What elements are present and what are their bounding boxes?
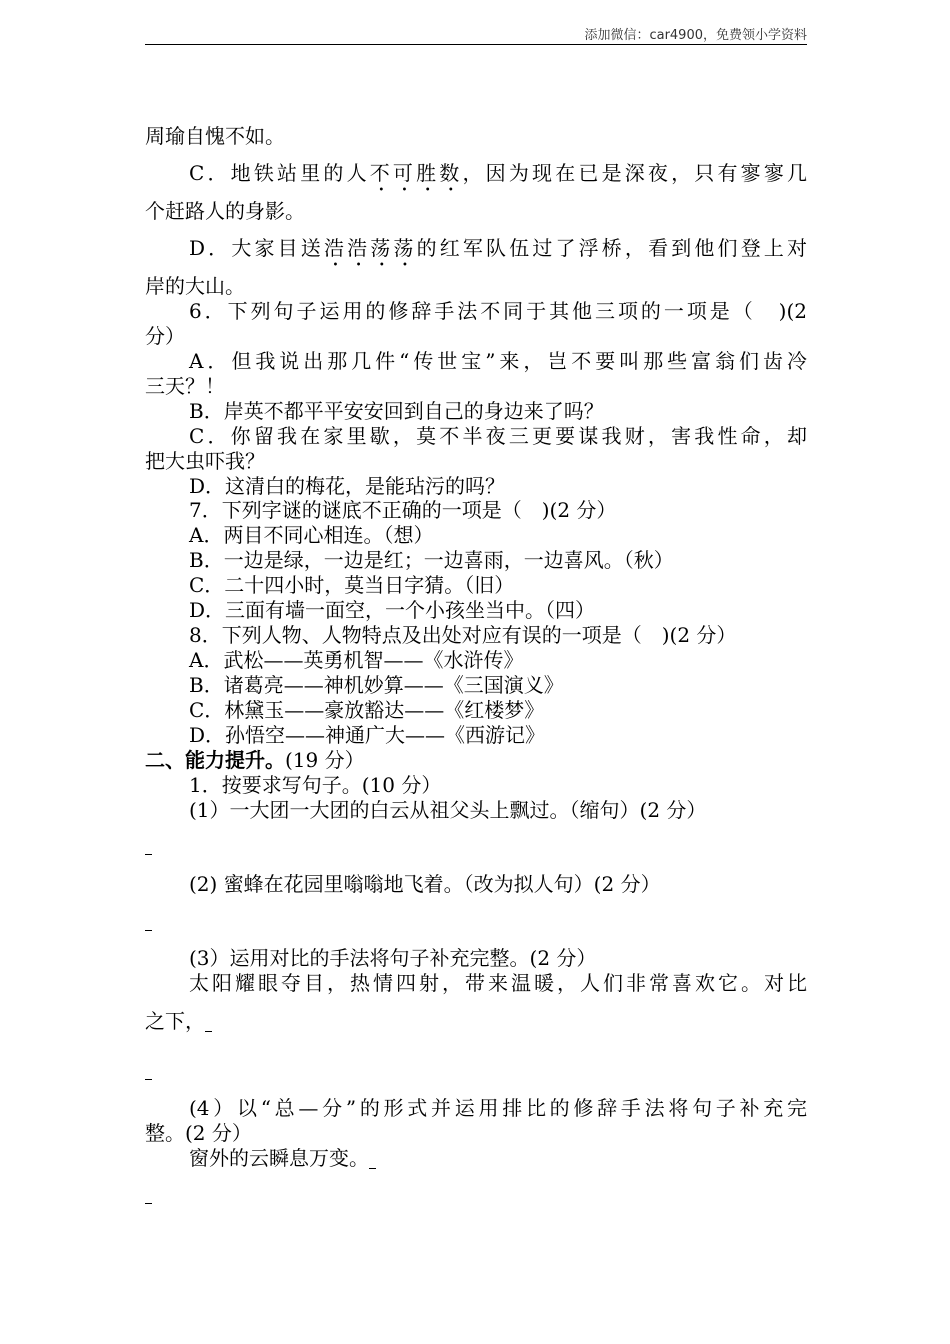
section2-heading: 二、能力提升。(19 分） xyxy=(145,748,365,772)
q6-option-d: D．这清白的梅花，是能玷污的吗？ xyxy=(189,474,506,498)
s2-q1-sub4-line2: 整。(2 分） xyxy=(145,1121,252,1145)
q6-option-a-line1: A．但我说出那几件“传世宝”来，岂不要叫那些富翁们齿冷 xyxy=(189,349,807,373)
q7-option-a: A．两目不同心相连。（想） xyxy=(189,523,434,547)
header-divider xyxy=(145,44,807,45)
q7-option-d: D．三面有墙一面空，一个小孩坐当中。（四） xyxy=(189,598,596,622)
s2-q1-stem: 1．按要求写句子。(10 分） xyxy=(189,773,442,797)
q7-option-b: B．一边是绿，一边是红；一边喜雨，一边喜风。（秋） xyxy=(189,548,674,572)
q7-stem: 7．下列字谜的谜底不正确的一项是（ )(2 分） xyxy=(189,498,617,522)
page-header-text: 添加微信：car4900，免费领小学资料 xyxy=(584,28,807,43)
q6-option-c-line1: C．你留我在家里歇，莫不半夜三更要谋我财，害我性命，却 xyxy=(189,424,807,448)
q6-stem-line2: 分） xyxy=(145,324,185,348)
q8-option-d: D．孙悟空——神通广大——《西游记》 xyxy=(189,723,546,747)
q8-option-a: A．武松——英勇机智——《水浒传》 xyxy=(189,648,524,672)
q5-b-continuation: 周瑜自愧不如。 xyxy=(145,124,285,148)
answer-blank-3b[interactable] xyxy=(145,1079,152,1080)
s2-q1-sub3-text-line2: 之下， xyxy=(145,1008,807,1034)
answer-blank-1[interactable] xyxy=(145,854,152,855)
answer-blank-2[interactable] xyxy=(145,930,152,931)
q5-option-c-line2: 个赶路人的身影。 xyxy=(145,199,305,223)
s2-q1-sub4-text: 窗外的云瞬息万变。 xyxy=(189,1145,807,1171)
s2-q1-sub4-line1: (4）以“总—分”的形式并运用排比的修辞手法将句子补充完 xyxy=(189,1096,807,1120)
q5-option-c-line1: C．地铁站里的人不可胜数，因为现在已是深夜，只有寥寥几 xyxy=(189,161,808,185)
q6-option-b: B．岸英不都平平安安回到自己的身边来了吗？ xyxy=(189,399,604,423)
q8-option-b: B．诸葛亮——神机妙算——《三国演义》 xyxy=(189,673,564,697)
s2-q1-sub1: (1）一大团一大团的白云从祖父头上飘过。（缩句）(2 分） xyxy=(189,798,707,822)
q8-stem: 8．下列人物、人物特点及出处对应有误的一项是（ )(2 分） xyxy=(189,623,737,647)
answer-blank-3a[interactable] xyxy=(205,1030,212,1032)
q6-stem-line1: 6．下列句子运用的修辞手法不同于其他三项的一项是（ )(2 xyxy=(189,299,807,323)
q8-option-c: C．林黛玉——豪放豁达——《红楼梦》 xyxy=(189,698,545,722)
q5-d-emphasized-word: 浩浩荡荡 xyxy=(323,236,417,260)
answer-blank-4a[interactable] xyxy=(369,1167,376,1169)
s2-q1-sub3: (3）运用对比的手法将句子补充完整。(2 分） xyxy=(189,946,597,970)
q6-option-a-line2: 三天？！ xyxy=(145,374,225,398)
q5-option-d-line1: D．大家目送浩浩荡荡的红军队伍过了浮桥，看到他们登上对 xyxy=(189,236,807,260)
q6-option-c-line2: 把大虫吓我？ xyxy=(145,449,265,473)
q5-option-d-line2: 岸的大山。 xyxy=(145,274,245,298)
q7-option-c: C．二十四小时，莫当日字猜。（旧） xyxy=(189,573,515,597)
s2-q1-sub2: (2) 蜜蜂在花园里嗡嗡地飞着。（改为拟人句）(2 分） xyxy=(189,872,661,896)
answer-blank-4b[interactable] xyxy=(145,1203,152,1204)
q5-c-emphasized-word: 不可胜数 xyxy=(369,161,463,185)
s2-q1-sub3-text-line1: 太阳耀眼夺目，热情四射，带来温暖，人们非常喜欢它。对比 xyxy=(189,971,807,995)
